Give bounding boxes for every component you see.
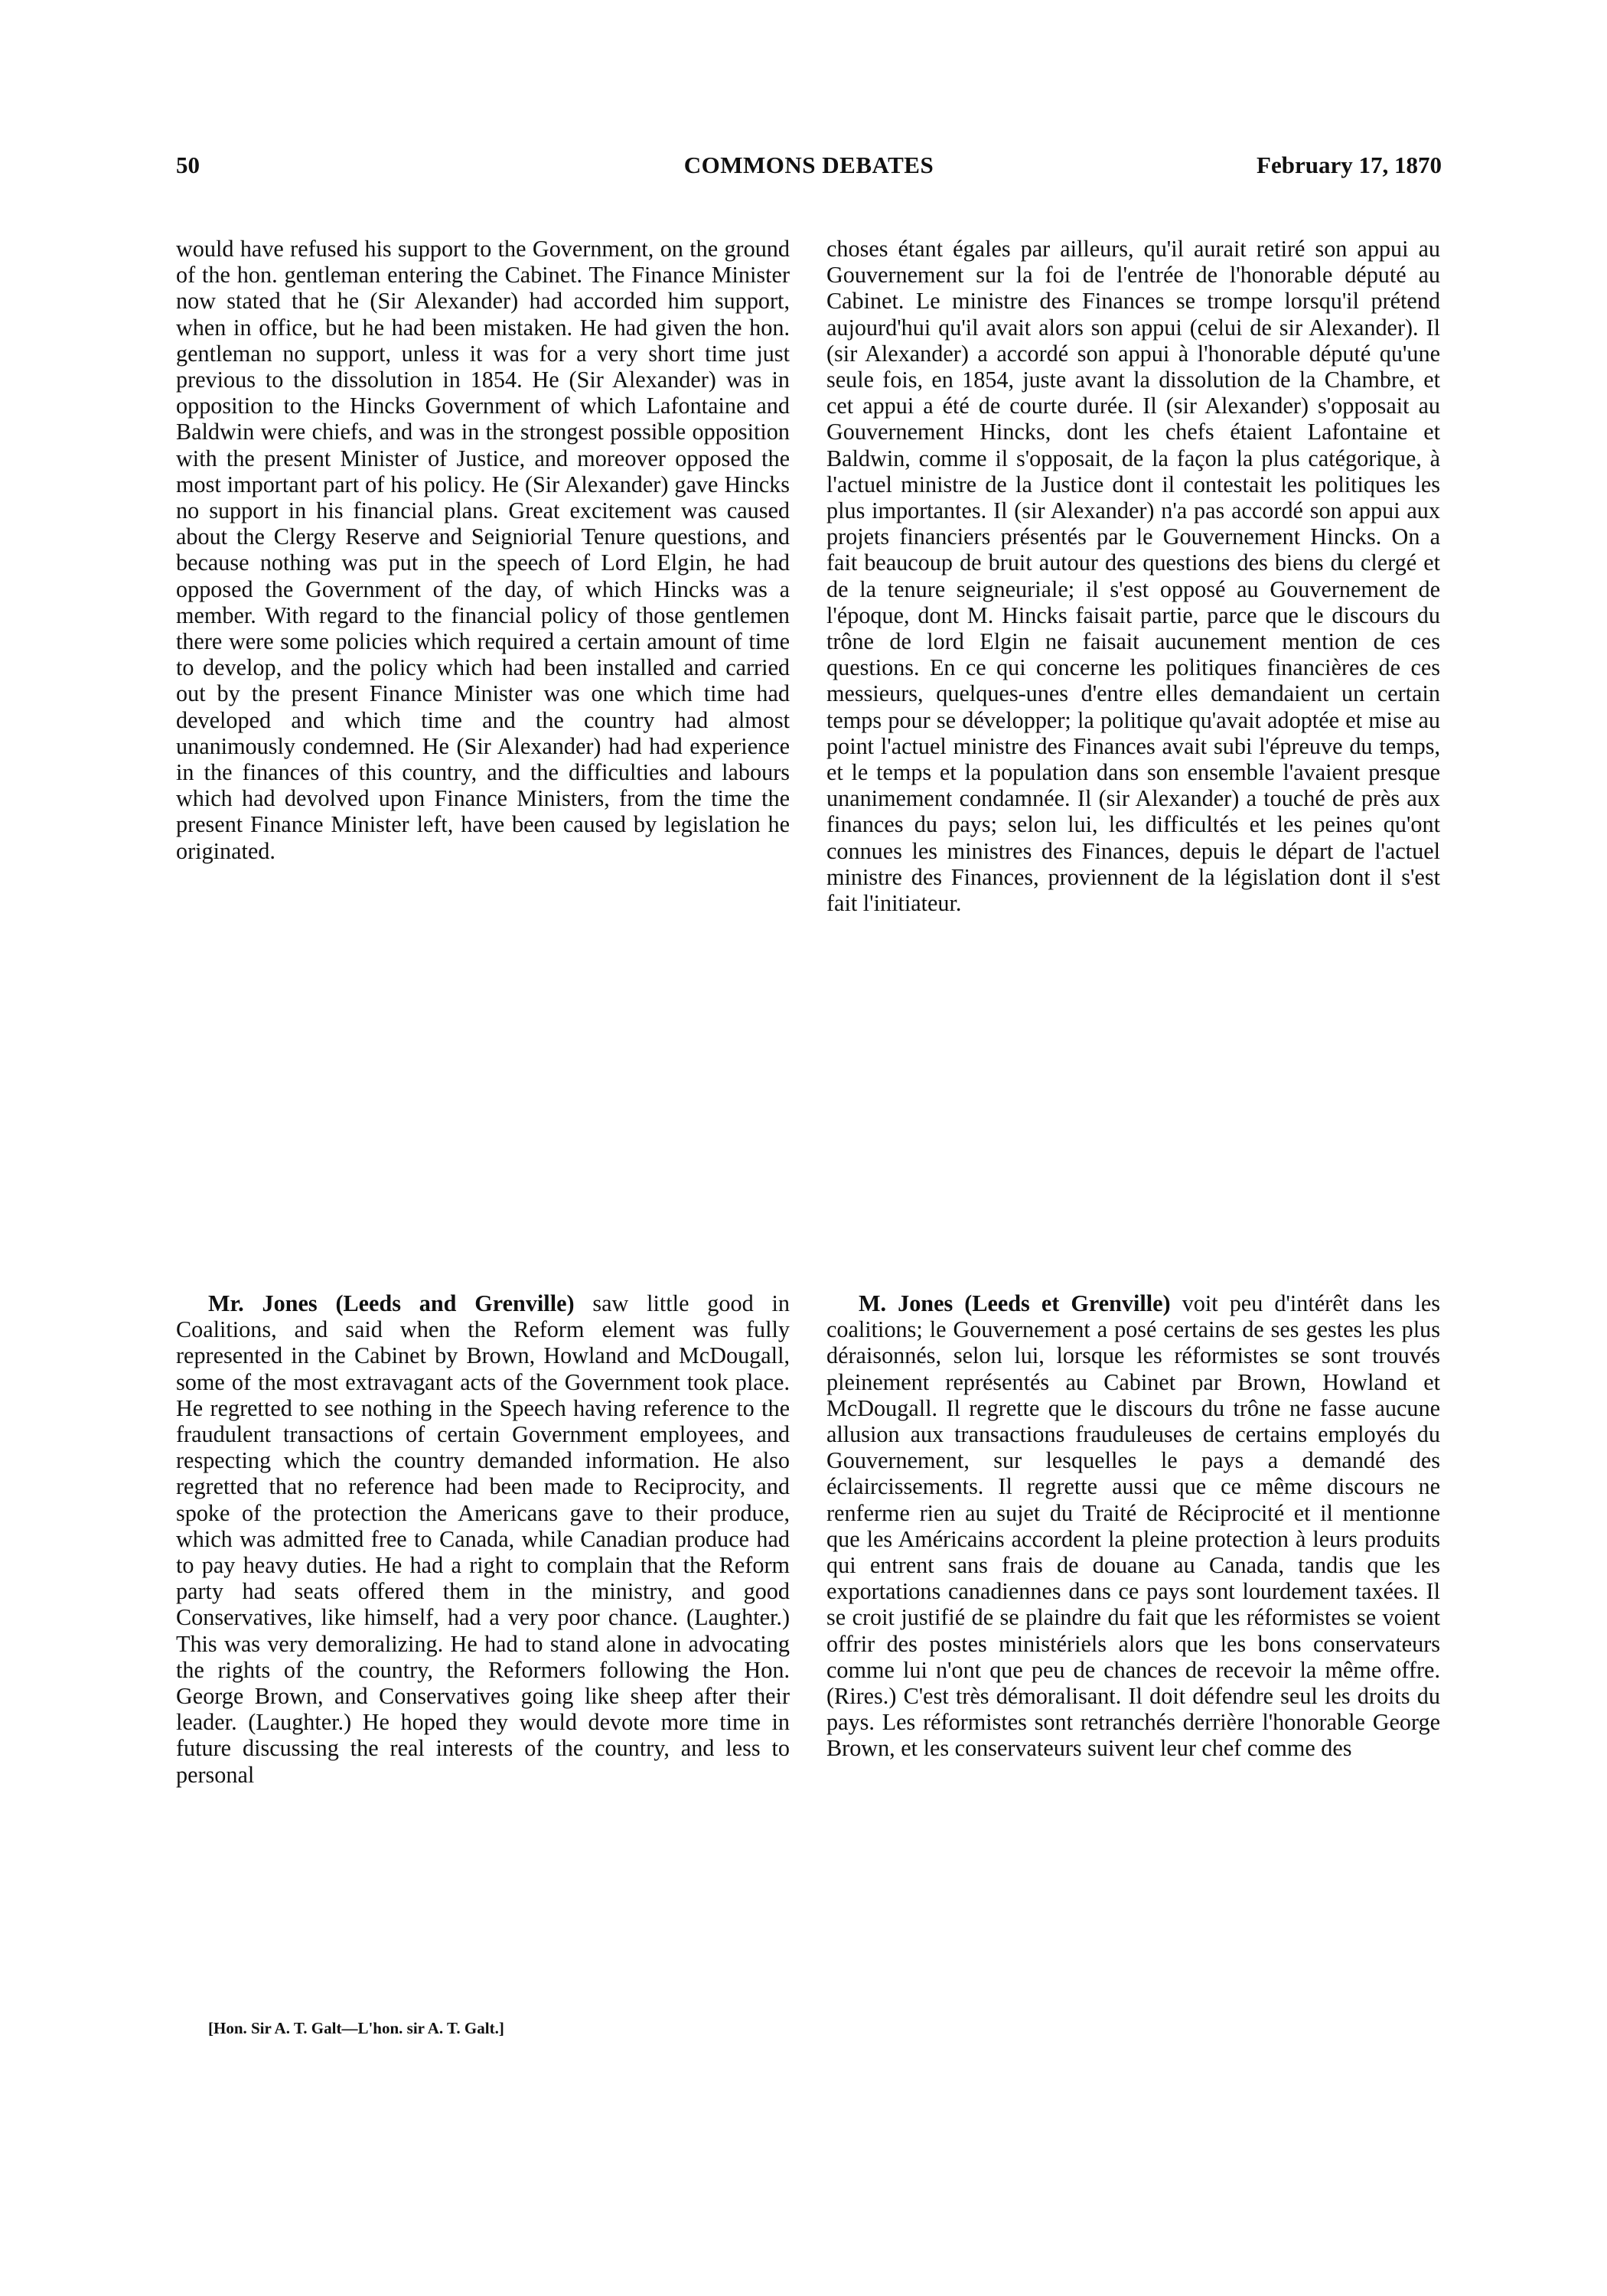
session-date: February 17, 1870 bbox=[1257, 152, 1442, 178]
french-paragraph-2 bbox=[826, 1290, 1440, 1762]
english-column-section-1 bbox=[176, 236, 790, 864]
english-speaker-name: Mr. Jones (Leeds and Grenville) bbox=[208, 1290, 575, 1316]
speaker-footnote: [Hon. Sir A. T. Galt—L'hon. sir A. T. Galt.] bbox=[208, 2019, 504, 2037]
french-column-section-2 bbox=[826, 1290, 1440, 1762]
french-speaker-name: M. Jones (Leeds et Grenville) bbox=[859, 1290, 1171, 1316]
english-column-section-2 bbox=[176, 1290, 790, 1788]
french-column-section-1 bbox=[826, 236, 1440, 916]
page-header bbox=[176, 152, 1442, 182]
english-paragraph-2 bbox=[176, 1290, 790, 1788]
french-paragraph-1: choses étant égales par ailleurs, qu'il aurait retiré son appui au Gouvernement sur la foi de l'entrée de l'honorable député au Cabinet. Le ministre des Finances se trompe lorsqu'il prétend aujourd'hui qu'il avait alors son appui (celui de sir Alexander). Il (sir Alexander) a accordé son appui à l'honorable député qu'une seule fois, en 1854, juste avant la dissolution de la Chambre, et cet appui a été de courte durée. Il (sir Alexander) s'opposait au Gouvernement Hincks, dont les chefs étaient Lafontaine et Baldwin, comme il s'opposait, de la façon la plus catégorique, à l'actuel ministre de la Justice dont il contestait les politiques les plus importantes. Il (sir Alexander) n'a pas accordé son appui aux projets financiers présentés par le Gouvernement Hincks. On a fait beaucoup de bruit autour des questions des biens du clergé et de la tenure seigneuriale; il s'est opposé au Gouvernement de l'époque, dont M. Hincks faisait partie, parce que le discours du trône de lord Elgin ne faisait aucunement mention de ces questions. En ce qui concerne les politiques financières de ces messieurs, quelques-unes d'entre elles demandaient un certain temps pour se développer; la politique qu'avait adoptée et mise au point l'actuel ministre des Finances avait subi l'épreuve du temps, et le temps et la population dans son ensemble l'avaient presque unanimement condamnée. Il (sir Alexander) a touché de près aux finances du pays; selon lui, les difficultés et les peines qu'ont connues les ministres des Finances, depuis le départ de l'actuel ministre des Finances, proviennent de la législation dont il s'est fait l'initiateur. bbox=[826, 236, 1440, 917]
english-paragraph-2-text: saw little good in Coalitions, and said when the Reform element was fully represented in the Cabinet by Brown, Howland and McDougall, some of the most extravagant acts of the Government took place. He regretted to see nothing in the Speech having reference to the fraudulent transactions of certain Government employees, and respecting which the country demanded information. He also regretted that no reference had been made to Reciprocity, and spoke of the protection the Americans gave to their produce, which was admitted free to Canada, while Canadian produce had to pay heavy duties. He had a right to complain that the Reform party had seats offered them in the ministry, and good Conservatives, like himself, had a very poor chance. (Laughter.) This was very demoralizing. He had to stand alone in advocating the rights of the country, the Reformers following the Hon. George Brown, and Conservatives going like sheep after their leader. (Laughter.) He hoped they would devote more time in future discussing the real interests of the country, and less to personal bbox=[176, 1290, 790, 1788]
publication-title: COMMONS DEBATES bbox=[683, 152, 934, 178]
french-paragraph-2-text: voit peu d'intérêt dans les coalitions; le Gouvernement a posé certains de ses gestes les plus déraisonnés, selon lui, lorsque les réformistes se sont trouvés pleinement représentés au Cabinet par Brown, Howland et McDougall. Il regrette que le discours du trône ne fasse aucune allusion aux transactions frauduleuses de certains employés du Gouvernement, sur lesquelles le pays a demandé des éclaircissements. Il regrette aussi que ce même discours ne renferme rien au sujet du Traité de Réciprocité et il mentionne que les Américains accordent la pleine protection à leurs produits qui entrent sans frais de douane au Canada, tandis que les exportations canadiennes dans ce pays sont lourdement taxées. Il se croit justifié de se plaindre du fait que les réformistes se voient offrir des postes ministériels alors que les bons conservateurs comme lui n'ont que peu de chances de recevoir la même offre. (Rires.) C'est très démoralisant. Il doit défendre seul les droits du pays. Les réformistes sont retranchés derrière l'honorable George Brown, et les conservateurs suivent leur chef comme des bbox=[826, 1290, 1440, 1762]
page-number: 50 bbox=[176, 152, 200, 178]
english-paragraph-1: would have refused his support to the Government, on the ground of the hon. gentleman entering the Cabinet. The Finance Minister now stated that he (Sir Alexander) had accorded him support, when in office, but he had been mistaken. He had given the hon. gentleman no support, unless it was for a very short time just previous to the dissolution in 1854. He (Sir Alexander) was in opposition to the Hincks Government of which Lafontaine and Baldwin were chiefs, and was in the strongest possible opposition with the present Minister of Justice, and moreover opposed the most important part of his policy. He (Sir Alexander) gave Hincks no support in his financial plans. Great excitement was caused about the Clergy Reserve and Seigniorial Tenure questions, and because nothing was put in the speech of Lord Elgin, he had opposed the Government of the day, of which Hincks was a member. With regard to the financial policy of those gentlemen there were some policies which required a certain amount of time to develop, and the policy which had been installed and carried out by the present Finance Minister was one which time had developed and which time and the country had almost unanimously condemned. He (Sir Alexander) had had experience in the finances of this country, and the difficulties and labours which had devolved upon Finance Ministers, from the time the present Finance Minister left, have been caused by legislation he originated. bbox=[176, 236, 790, 864]
